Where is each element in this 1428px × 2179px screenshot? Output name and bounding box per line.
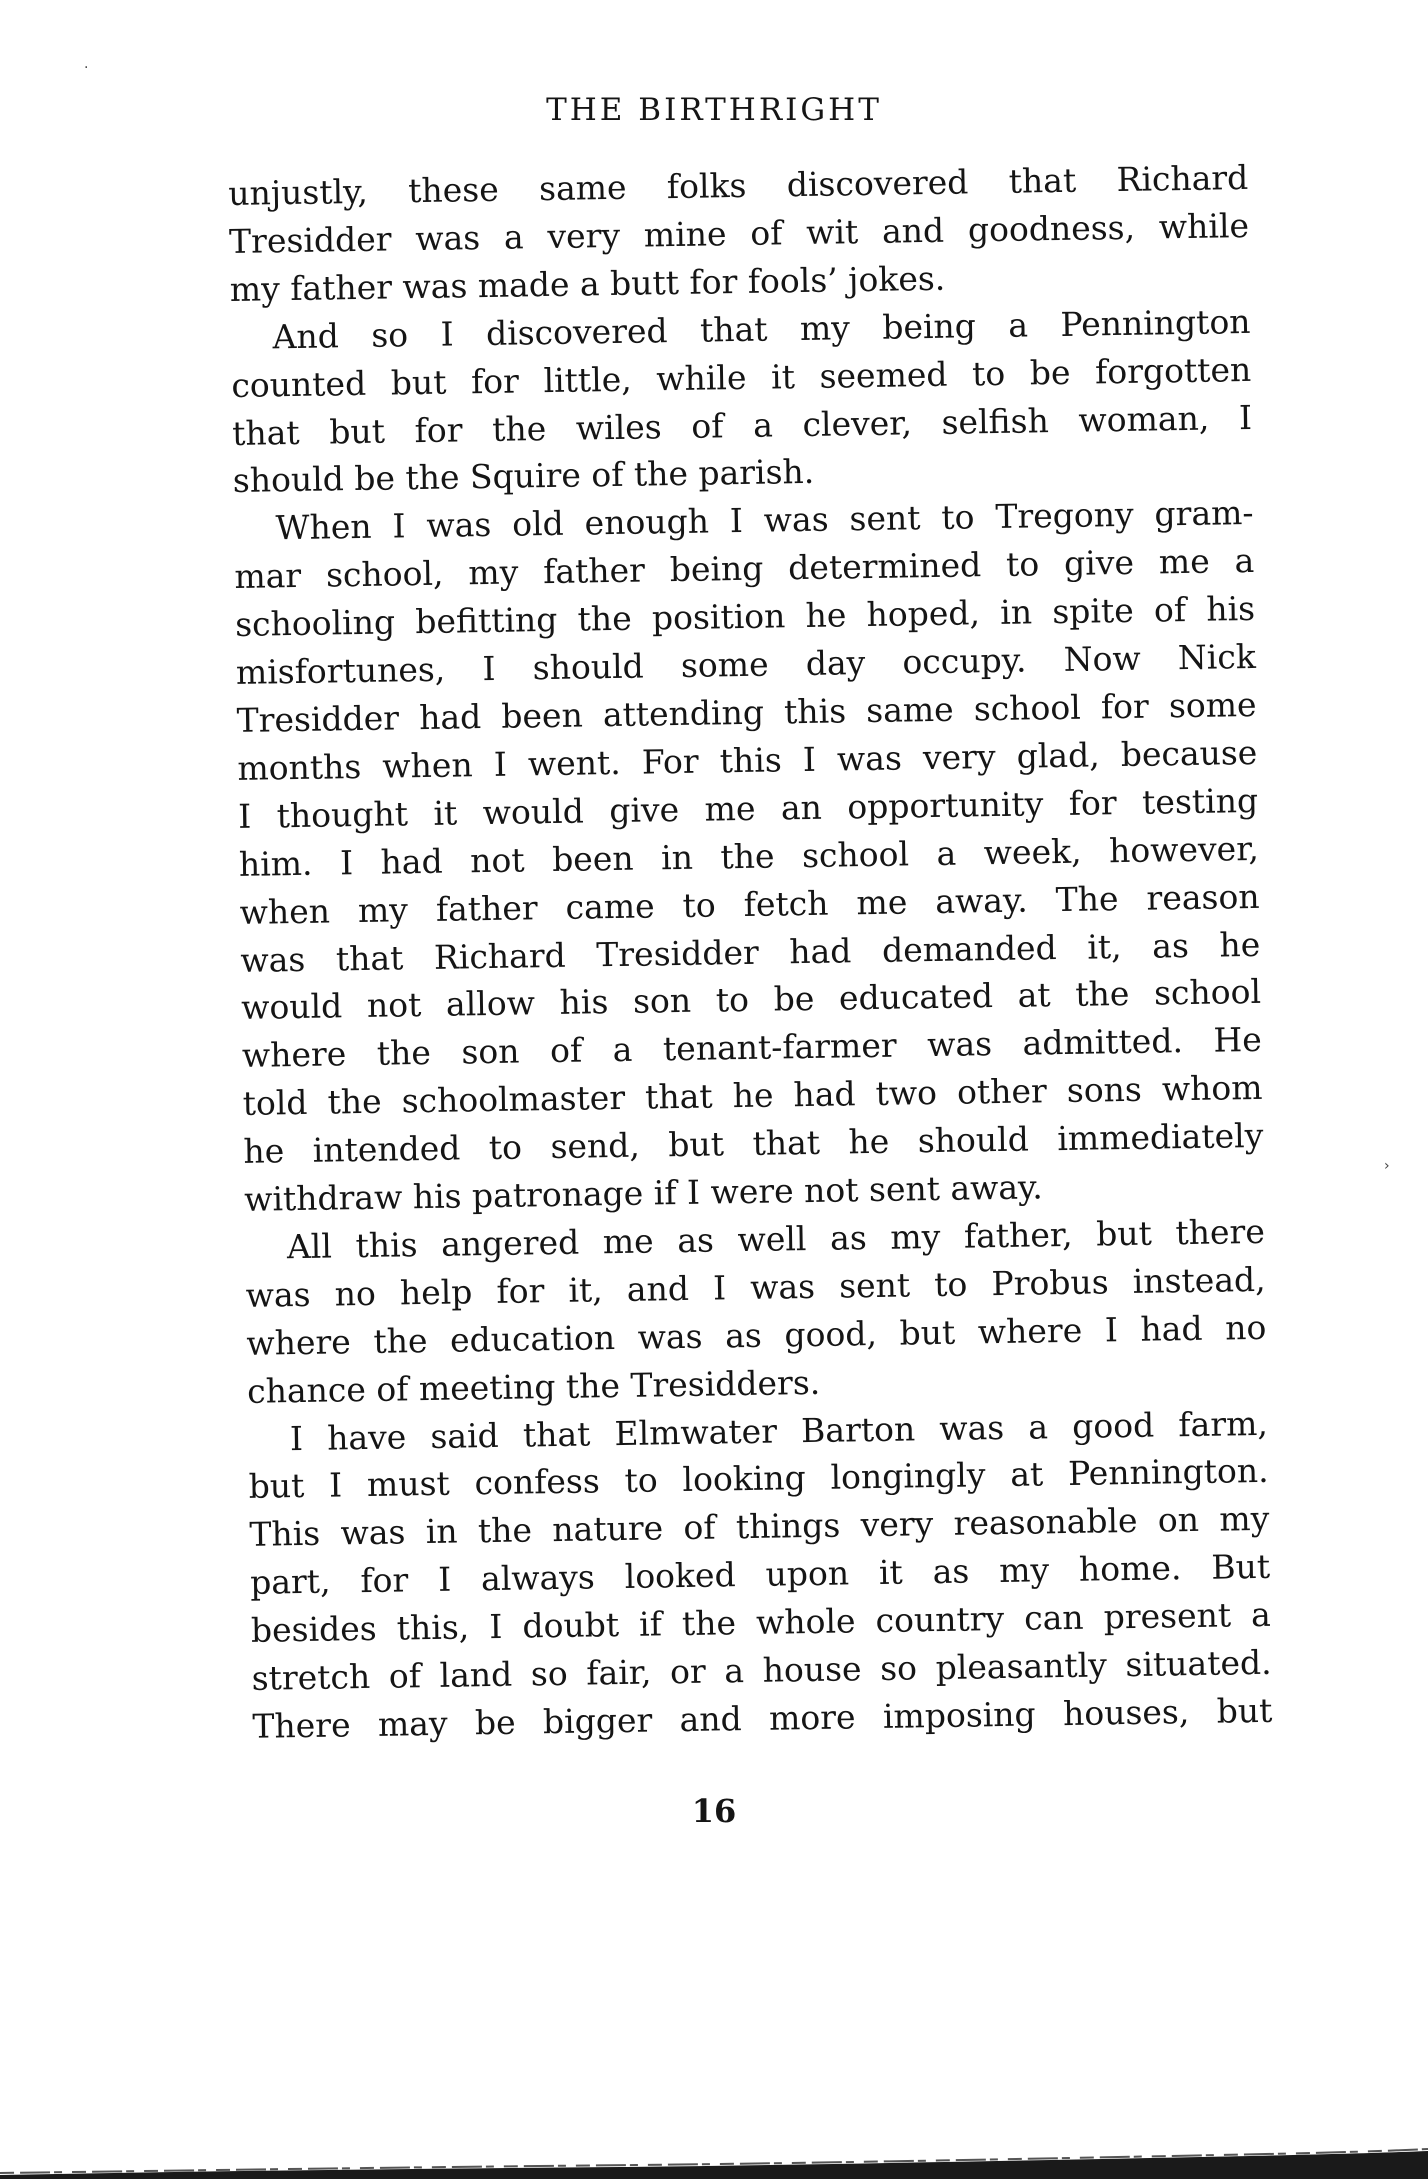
text-line: but I must confess to looking longingly at Pennington.	[248, 1451, 1269, 1507]
text-line: told the schoolmaster that he had two other sons whom	[242, 1068, 1263, 1124]
body-text	[228, 154, 1273, 1751]
text-line: that but for the wiles of a clever, selfish woman, I	[231, 397, 1253, 453]
text-line: unjustly, these same folks discovered that Richard	[228, 157, 1249, 213]
text-line: would not allow his son to be educated at the school	[240, 972, 1262, 1028]
text-line: where the education was as good, but where I had no	[246, 1307, 1267, 1363]
text-line: him. I had not been in the school a week, however,	[238, 828, 1260, 884]
text-line: chance of meeting the Tresidders.	[246, 1362, 821, 1411]
text-line: Tresidder was a very mine of wit and goodness, while	[228, 205, 1250, 261]
paragraph-1	[228, 154, 1250, 314]
page-number: 16	[691, 1792, 737, 1830]
paragraph-5	[248, 1399, 1273, 1750]
text-line: counted but for little, while it seemed to be forgotten	[231, 349, 1252, 405]
text-line: Tresidder had been attending this same school for some	[236, 684, 1257, 740]
text-line: part, for I always looked upon it as my home. But	[249, 1547, 1271, 1603]
text-line: was no help for it, and I was sent to Probus instead,	[245, 1259, 1266, 1315]
text-line: When I was old enough I was sent to Tregony gram-	[275, 493, 1254, 548]
text-line: withdraw his patronage if I were not sent away.	[243, 1167, 1044, 1219]
text-line: This was in the nature of things very reasonable on my	[249, 1499, 1270, 1555]
text-line: I have said that Elmwater Barton was a good farm,	[289, 1403, 1269, 1458]
text-line: schooling befitting the position he hoped, in spite of his	[234, 589, 1256, 645]
text-line: besides this, I doubt if the whole country can present a	[250, 1594, 1272, 1651]
text-line: I thought it would give me an opportunity for testing	[237, 780, 1259, 836]
paragraph-2	[230, 298, 1253, 506]
text-line: There may be bigger and more imposing houses, but	[252, 1690, 1273, 1746]
scan-edge-shadow	[0, 2145, 1428, 2179]
text-line: months when I went. For this I was very glad, because	[237, 732, 1258, 788]
text-line: he intended to send, but that he should immediately	[243, 1115, 1264, 1172]
text-line: was that Richard Tresidder had demanded it, as he	[240, 924, 1261, 980]
paragraph-4	[245, 1208, 1268, 1416]
text-line: And so I discovered that my being a Pennington	[272, 301, 1251, 357]
scan-speck: ·	[84, 60, 89, 76]
text-line: where the son of a tenant-farmer was admitted. He	[241, 1020, 1263, 1076]
scan-speck: ›	[1384, 1158, 1390, 1174]
text-line: when my father came to fetch me away. The reason	[239, 876, 1260, 932]
running-head: THE BIRTHRIGHT	[546, 92, 882, 128]
text-line: should be the Squire of the parish.	[232, 452, 815, 501]
text-line: misfortunes, I should some day occupy. Now Nick	[235, 636, 1257, 692]
text-line: stretch of land so fair, or a house so pleasantly situated.	[251, 1642, 1272, 1698]
text-line: my father was made a butt for fools’ jokes.	[229, 258, 946, 309]
text-line: All this angered me as well as my father, but there	[286, 1211, 1266, 1267]
text-line: mar school, my father being determined to give me a	[234, 541, 1255, 597]
paragraph-3	[233, 489, 1264, 1224]
